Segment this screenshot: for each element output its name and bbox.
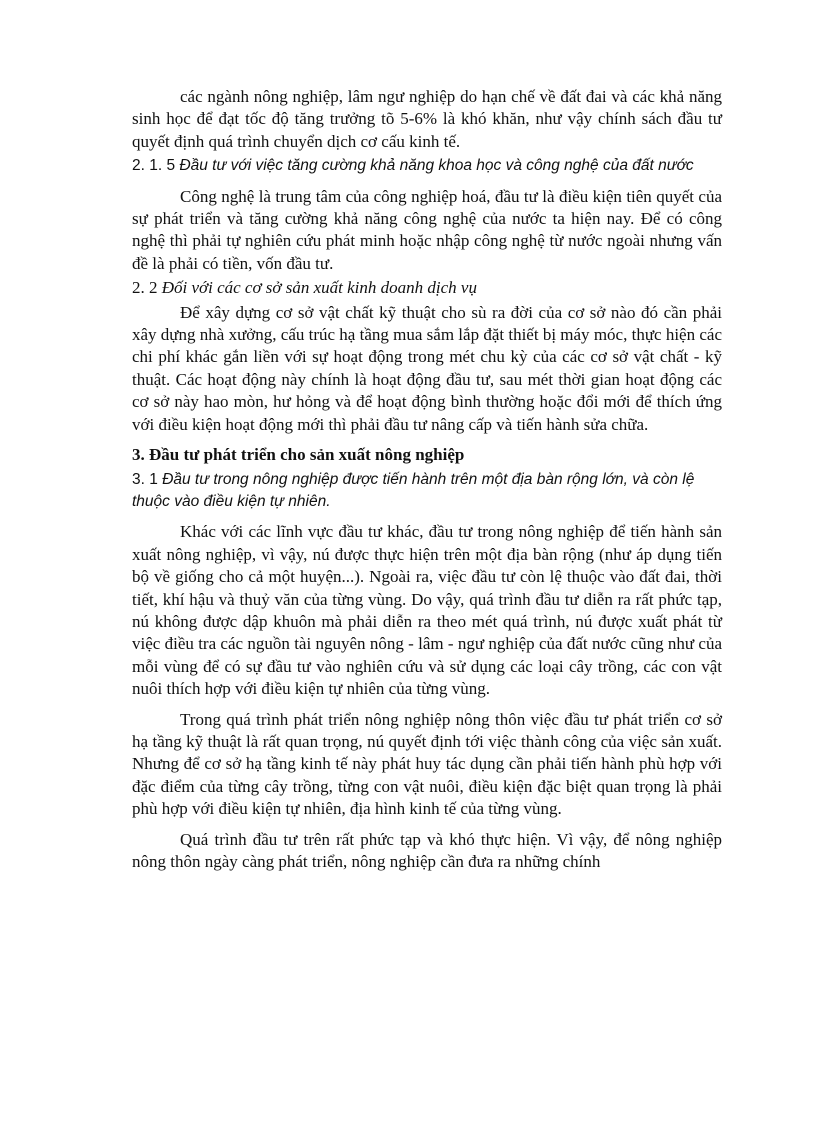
subsection-number: 3. 1 [132, 470, 158, 488]
subsection-heading-2-1-5 [132, 155, 722, 177]
section-heading-3: 3. Đầu tư phát triển cho sản xuất nông nghiệp [132, 445, 465, 465]
subsection-title: Đầu tư với việc tăng cường khả năng khoa học và công nghệ của đất nước [179, 157, 694, 175]
paragraph-agriculture-investment: Khác với các lĩnh vực đầu tư khác, đầu tư trong nông nghiệp để tiến hành sản xuất nông nghiệp, vì vậy, nú được thực hiện trên một địa bàn rộng (như áp dụng tiến bộ về giống cho cả một huyện...). Ngoài ra, việc đầu tư còn lệ thuộc vào đất đai, thời tiết, khí hậu và thuỷ văn của từng vùng. Do vậy, quá trình đầu tư diễn ra rất phức tạp, nú không được dập khuôn mà phải diễn ra theo mét quá trình, nú được xuất phát từ việc điều tra các nguồn tài nguyên nông - lâm - ngư nghiệp của đất nước cũng như của mỗi vùng để có sự đầu tư vào nghiên cứu và sử dụng các loại cây trồng, các con vật nuôi thích hợp với điều kiện tự nhiên của từng vùng. [132, 522, 722, 699]
subsection-title: Đầu tư trong nông nghiệp được tiến hành trên một địa bàn rộng lớn, và còn lệ thuộc vào điều kiện tự nhiên. [132, 470, 695, 510]
paragraph-infrastructure: Để xây dựng cơ sở vật chất kỹ thuật cho sù ra đời của cơ sở nào đó cần phải xây dựng nhà xưởng, cấu trúc hạ tầng mua sắm lắp đặt thiết bị máy móc, thực hiện các chi phí khác gắn liền với sự hoạt động trong mét chu kỳ của các cơ sở vật chất - kỹ thuật. Các hoạt động này chính là hoạt động đầu tư, sau mét thời gian hoạt động các cơ sở này hao mòn, hư hỏng và để hoạt động bình thường hoặc đổi mới để thích ứng với điều kiện hoạt động mới thì phải đầu tư nâng cấp và tiến hành sửa chữa. [132, 302, 722, 434]
paragraph-rural-development: Trong quá trình phát triển nông nghiệp nông thôn việc đầu tư phát triển cơ sở hạ tầng kỹ thuật là rất quan trọng, nú quyết định tới việc thành công của việc sản xuất. Nhưng để cơ sở hạ tầng kinh tế này phát huy tác dụng cần phải tiến hành phù hợp với đặc điểm của từng cây trồng, từng con vật nuôi, điều kiện đặc biệt quan trọng là phải phù hợp với điều kiện tự nhiên, địa hình kinh tế của từng vùng. [132, 709, 722, 819]
subsection-number: 2. 1. 5 [132, 157, 176, 175]
paragraph-continuation: các ngành nông nghiệp, lâm ngư nghiệp do hạn chế về đất đai và các khả năng sinh học để đạt tốc độ tăng trưởng tõ 5-6% là khó khăn, như vậy chính sách đầu tư quyết định quá trình chuyển dịch cơ cấu kinh tế. [132, 87, 722, 151]
subsection-number: 2. 2 [132, 278, 158, 298]
subsection-heading-3-1 [132, 469, 722, 514]
subsection-heading-2-2 [132, 277, 722, 299]
paragraph-complexity: Quá trình đầu tư trên rất phức tạp và khó thực hiện. Vì vậy, để nông nghiệp nông thôn ngày càng phát triển, nông nghiệp cần đưa ra những chính [132, 829, 722, 871]
subsection-title: Đối với các cơ sở sản xuất kinh doanh dịch vụ [161, 278, 477, 298]
document-body [132, 86, 722, 873]
paragraph-technology: Công nghệ là trung tâm của công nghiệp hoá, đầu tư là điều kiện tiên quyết của sự phát triển và tăng cường khả năng công nghệ của nước ta hiện nay. Để có công nghệ thì phải tự nghiên cứu phát minh hoặc nhập công nghệ từ nước ngoài nhưng vấn đề là phải có tiền, vốn đầu tư. [132, 186, 722, 273]
